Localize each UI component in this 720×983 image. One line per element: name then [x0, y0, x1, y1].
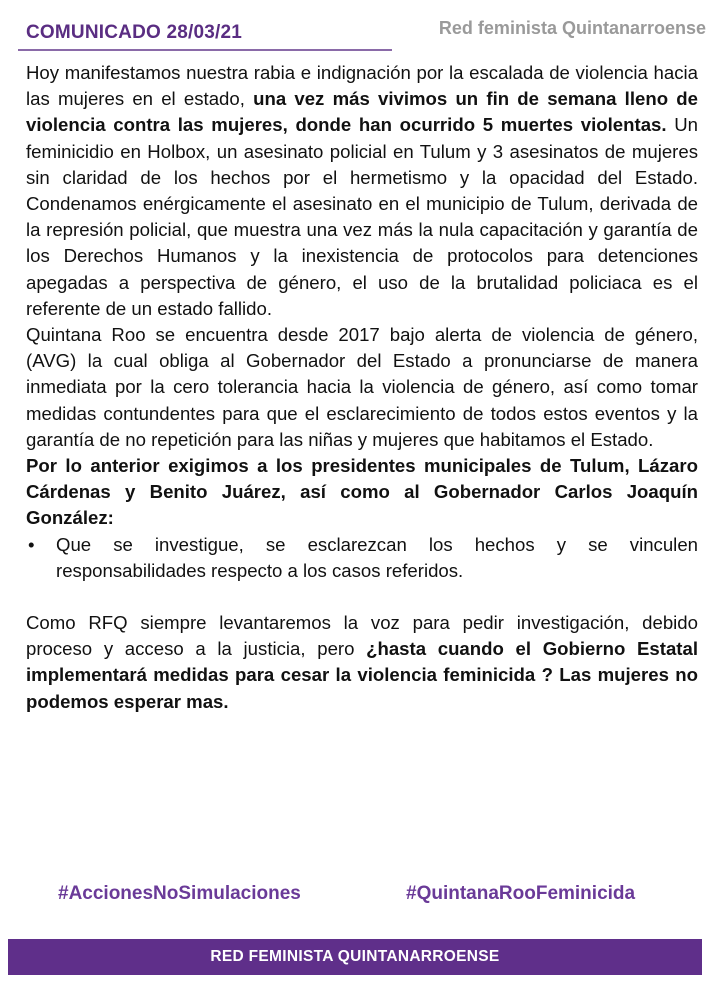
paragraph-4-question: ¿hasta cuando el Gobierno Estatal implementará medidas para cesar la violencia feminicida ? Las mujeres no podemos esperar mas. — [26, 638, 698, 712]
hashtags-row — [0, 883, 720, 911]
demands-list — [26, 532, 698, 584]
statement-body — [26, 60, 698, 715]
hashtag-quintanaroo: #QuintanaRooFeminicida — [406, 883, 636, 904]
paragraph-1-emphasis: una vez más vivimos un fin de semana lleno de violencia contra las mujeres, donde han ocurrido 5 muertes violentas. — [26, 88, 698, 136]
paragraph-4-intro: Como RFQ siempre levantaremos la voz para pedir investigación, debido proceso y acceso a la justicia, pero — [26, 612, 698, 660]
header-title: COMUNICADO 28/03/21 — [26, 22, 243, 43]
paragraph-1-rest: Un feminicidio en Holbox, un asesinato policial en Tulum y 3 asesinatos de mujeres sin claridad de los hechos por el hermetismo y la opacidad del Estado. Condenamos enérgicamente el asesinato en el municipio de Tulum, derivada de la represión policial, que muestra una vez más la nula capacitación y garantía de los Derechos Humanos y la inexistencia de protocolos para detenciones apegadas a perspectiva de género, el uso de la brutalidad policiaca es el referente de un estado fallido. — [26, 114, 698, 319]
footer-label: RED FEMINISTA QUINTANARROENSE — [210, 948, 500, 965]
paragraph-4 — [26, 610, 698, 715]
list-item: • Que se investigue, se esclarezcan los hechos y se vinculen responsabilidades respecto a los casos referidos. — [26, 532, 698, 584]
hashtag-acciones: #AccionesNoSimulaciones — [58, 883, 301, 904]
paragraph-2: Quintana Roo se encuentra desde 2017 bajo alerta de violencia de género, (AVG) la cual obliga al Gobernador del Estado a pronunciarse de manera inmediata por la cero tolerancia hacia la violencia de género, así como tomar medidas contundentes para que el esclarecimiento de todos estos eventos y la garantía de no repetición para las niñas y mujeres que habitamos el Estado. — [26, 324, 698, 450]
paragraph-spacer — [26, 584, 698, 610]
header-rule — [18, 49, 392, 51]
paragraph-1 — [26, 60, 698, 322]
footer-bar — [8, 939, 702, 975]
paragraph-1-intro: Hoy manifestamos nuestra rabia e indignación por la escalada de violencia hacia las mujeres en el estado, — [26, 62, 698, 110]
paragraph-3-demands — [26, 453, 698, 532]
header-org-name: Red feminista Quintanarroense — [438, 18, 706, 38]
paragraph-3-bold: Por lo anterior exigimos a los presidentes municipales de Tulum, Lázaro Cárdenas y Benito Juárez, así como al Gobernador Carlos Joaquín González: — [26, 455, 698, 529]
